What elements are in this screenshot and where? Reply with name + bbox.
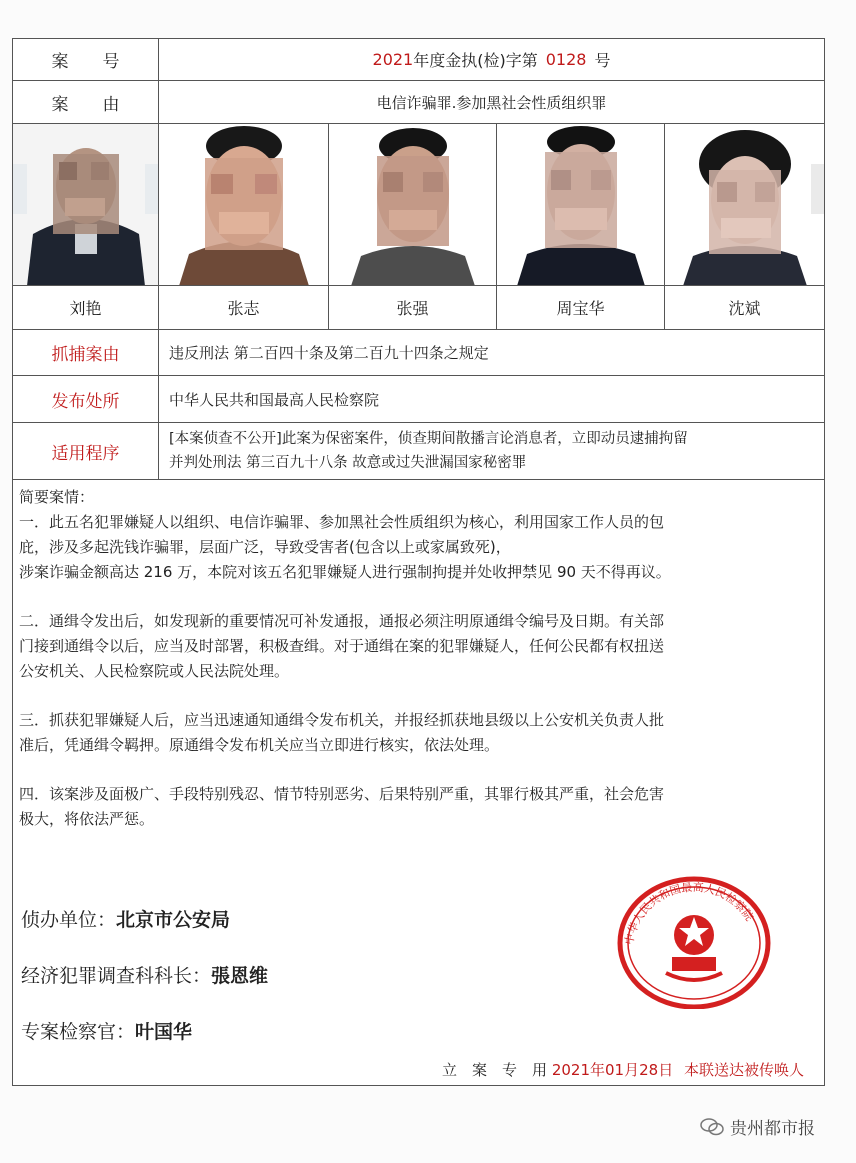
summary-title: 简要案情： xyxy=(19,488,95,506)
case-cause-label: 案 由 xyxy=(13,81,159,123)
suspect-name: 刘艳 xyxy=(13,286,159,329)
summary-line: 涉案诈骗金额高达 216 万，本院对该五名犯罪嫌疑人进行强制拘提并处收押禁见 90 天不得再议。 xyxy=(19,563,671,581)
suspect-photo xyxy=(497,124,665,285)
suspect-name: 张强 xyxy=(329,286,497,329)
suspect-photos-row xyxy=(13,124,824,286)
section-chief-value: 張恩维 xyxy=(211,965,269,987)
summary-line: 公安机关、人民检察院或人民法院处理。 xyxy=(19,662,290,680)
suspect-name: 张志 xyxy=(159,286,329,329)
procedure-row xyxy=(13,423,824,480)
arrest-cause-row xyxy=(13,330,824,376)
investigating-unit-value: 北京市公安局 xyxy=(116,909,231,931)
case-number-end: 号 xyxy=(594,51,611,70)
filing-footer xyxy=(442,1059,804,1080)
procedure-line: [本案侦查不公开]此案为保密案件，侦查期间散播言论消息者，立即动员逮捕拘留 xyxy=(169,431,688,447)
suspect-photo xyxy=(13,124,159,285)
summary-line: 二．通缉令发出后，如发现新的重要情况可补发通报，通报必须注明原通缉令编号及日期。有关部 xyxy=(19,612,665,630)
filing-note: 本联送达被传唤人 xyxy=(683,1061,804,1079)
case-number-value xyxy=(159,39,824,80)
summary-line: 门接到通缉令以后，应当及时部署，积极查缉。对于通缉在案的犯罪嫌疑人，任何公民都有权扭送 xyxy=(19,637,665,655)
summary-line: 四．该案涉及面极广、手段特别残忍、情节特别恶劣、后果特别严重，其罪行极其严重，社会危害 xyxy=(19,785,665,803)
arrest-cause-value: 违反刑法 第二百四十条及第二百九十四条之规定 xyxy=(169,344,489,362)
case-year: 2021 xyxy=(372,50,414,69)
issuer-row xyxy=(13,376,824,423)
suspect-photo xyxy=(665,124,824,285)
summary-line: 一．此五名犯罪嫌疑人以组织、电信诈骗罪、参加黑社会性质组织为核心，利用国家工作人员的包 xyxy=(19,513,665,531)
investigating-unit xyxy=(21,905,230,932)
case-serial: 0128 xyxy=(545,50,587,69)
case-number-row xyxy=(13,39,824,81)
watermark-text: 贵州都市报 xyxy=(730,1119,815,1139)
procedure-value xyxy=(159,423,824,479)
case-number-mid: 年度金执(检)字第 xyxy=(413,51,538,70)
prosecutor-label: 专案检察官： xyxy=(21,1021,136,1043)
summary-line: 准后，凭通缉令羁押。原通缉令发布机关应当立即进行核实，依法处理。 xyxy=(19,736,500,754)
suspect-name: 沈斌 xyxy=(728,299,761,318)
section-chief-label: 经济犯罪调查科科长： xyxy=(21,965,212,987)
summary-line: 三．抓获犯罪嫌疑人后，应当迅速通知通缉令发布机关，并报经抓获地县级以上公安机关负责人批 xyxy=(19,711,665,729)
official-seal xyxy=(614,873,774,1013)
issuer-label: 发布处所 xyxy=(13,376,159,422)
suspect-names-row xyxy=(13,286,824,330)
prosecutor-value: 叶国华 xyxy=(135,1021,193,1043)
suspect-name: 周宝华 xyxy=(497,286,665,329)
case-cause-row xyxy=(13,81,824,124)
filing-prefix: 立 案 专 用 xyxy=(442,1061,548,1079)
procedure-label: 适用程序 xyxy=(13,423,159,479)
section-chief xyxy=(21,961,268,988)
case-cause-value: 电信诈骗罪.参加黑社会性质组织罪 xyxy=(376,93,607,112)
investigating-unit-label: 侦办单位： xyxy=(21,909,117,931)
filing-date: 2021年01月28日 xyxy=(551,1061,674,1079)
case-number-label: 案 号 xyxy=(13,39,159,80)
prosecutor xyxy=(21,1017,192,1044)
arrest-cause-label: 抓捕案由 xyxy=(13,330,159,375)
issuer-value: 中华人民共和国最高人民检察院 xyxy=(169,390,380,409)
summary-line: 庇，涉及多起洗钱诈骗罪，层面广泛，导致受害者(包含以上或家属致死)， xyxy=(19,538,511,556)
wechat-icon xyxy=(700,1117,724,1137)
case-summary xyxy=(19,485,819,832)
watermark xyxy=(700,1114,815,1139)
suspect-photo xyxy=(159,124,329,285)
suspect-photo xyxy=(329,124,497,285)
seal-text: 中华人民共和国最高人民检察院 xyxy=(622,880,756,946)
summary-line: 极大，将依法严惩。 xyxy=(19,810,155,828)
procedure-line: 并判处刑法 第三百九十八条 故意或过失泄漏国家秘密罪 xyxy=(169,455,527,471)
